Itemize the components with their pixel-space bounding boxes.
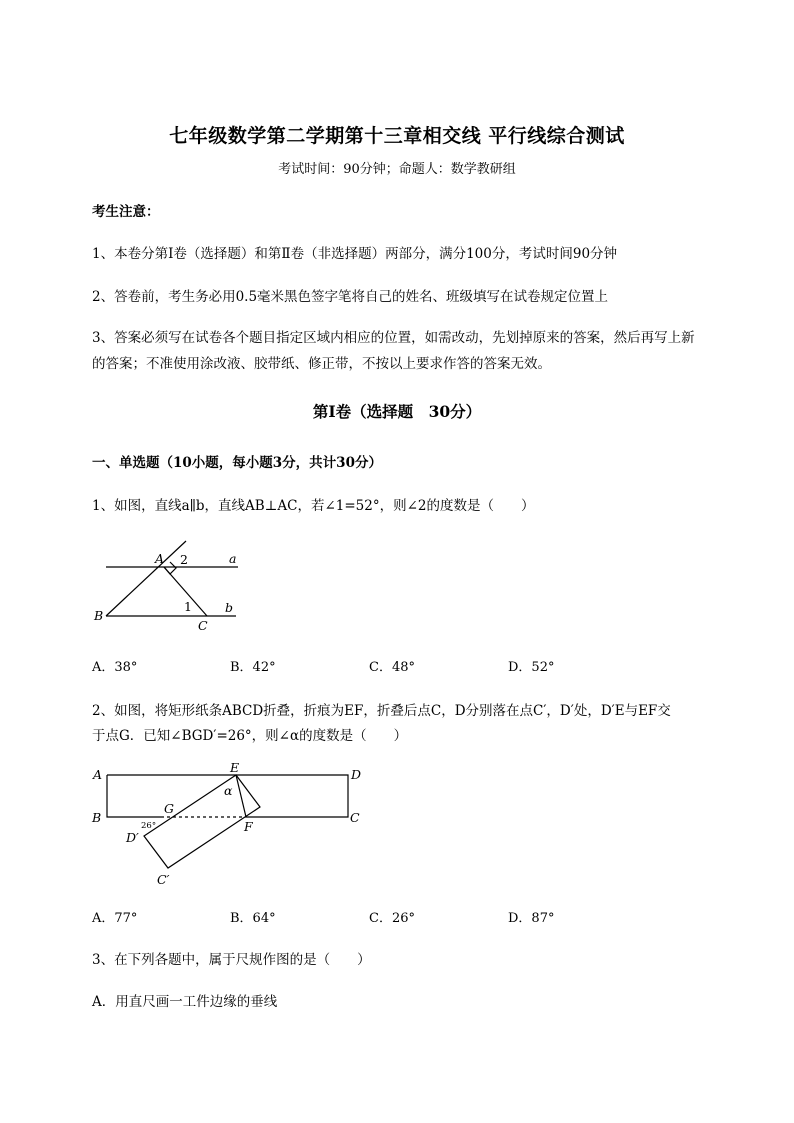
- label-C: C: [350, 810, 360, 825]
- label-angle-1: 1: [184, 599, 192, 614]
- q1-option-b: B．42°: [230, 660, 276, 675]
- label-F: F: [244, 819, 253, 834]
- exam-info: 考试时间：90分钟；命题人：数学教研组: [278, 162, 516, 177]
- label-26-degrees: 26°: [141, 821, 157, 831]
- q2-option-c: C．26°: [369, 911, 415, 926]
- label-B: B: [92, 810, 102, 825]
- question-2-text-line1: 2、如图，将矩形纸条ABCD折叠，折痕为EF，折叠后点C，D分别落在点C′，D′处，D′E与EF交: [92, 703, 671, 719]
- question-3-text: 3、在下列各题中，属于尺规作图的是（ ）: [92, 952, 371, 968]
- label-B: B: [94, 608, 104, 623]
- label-angle-2: 2: [180, 552, 188, 567]
- section-title: 第Ⅰ卷（选择题 30分）: [312, 402, 482, 421]
- q2-option-b: B．64°: [230, 911, 276, 926]
- folded-strip: [144, 775, 260, 868]
- label-E: E: [230, 760, 240, 775]
- notice-heading: 考生注意：: [92, 204, 160, 220]
- label-A: A: [155, 551, 165, 566]
- label-G: G: [164, 801, 174, 816]
- notice-item-3: 3、答案必须写在试卷各个题目指定区域内相应的位置，如需改动，先划掉原来的答案，然后再写上新: [92, 330, 695, 346]
- q2-option-a: A．77°: [92, 911, 138, 926]
- label-D: D: [351, 767, 362, 782]
- part-title: 一、单选题（10小题，每小题3分，共计30分）: [92, 455, 382, 471]
- label-alpha: α: [224, 783, 233, 798]
- q1-option-a: A．38°: [92, 660, 138, 675]
- notice-item-2: 2、答卷前，考生务必用0.5毫米黑色签字笔将自己的姓名、班级填写在试卷规定位置上: [92, 289, 609, 305]
- q3-option-a: A．用直尺画一工件边缘的垂线: [92, 994, 278, 1010]
- label-C: C: [198, 618, 208, 633]
- label-a: a: [229, 551, 237, 566]
- page-title: 七年级数学第二学期第十三章相交线 平行线综合测试: [169, 125, 625, 147]
- question-2-text-line2: 于点G．已知∠BGD′=26°，则∠α的度数是（ ）: [92, 728, 408, 744]
- q1-option-c: C．48°: [369, 660, 415, 675]
- question-1-text: 1、如图，直线a∥b，直线AB⊥AC，若∠1=52°，则∠2的度数是（ ）: [92, 498, 535, 514]
- q2-option-d: D．87°: [508, 911, 555, 926]
- label-A: A: [93, 767, 103, 782]
- label-C-prime: C′: [157, 872, 170, 887]
- rect-left: [107, 775, 161, 817]
- label-D-prime: D′: [126, 830, 139, 845]
- notice-item-1: 1、本卷分第Ⅰ卷（选择题）和第Ⅱ卷（非选择题）两部分，满分100分，考试时间90分钟: [92, 246, 618, 262]
- q1-option-d: D．52°: [508, 660, 555, 675]
- notice-item-3-cont: 的答案；不准使用涂改液、胶带纸、修正带，不按以上要求作答的答案无效。: [92, 356, 551, 372]
- label-b: b: [225, 600, 234, 615]
